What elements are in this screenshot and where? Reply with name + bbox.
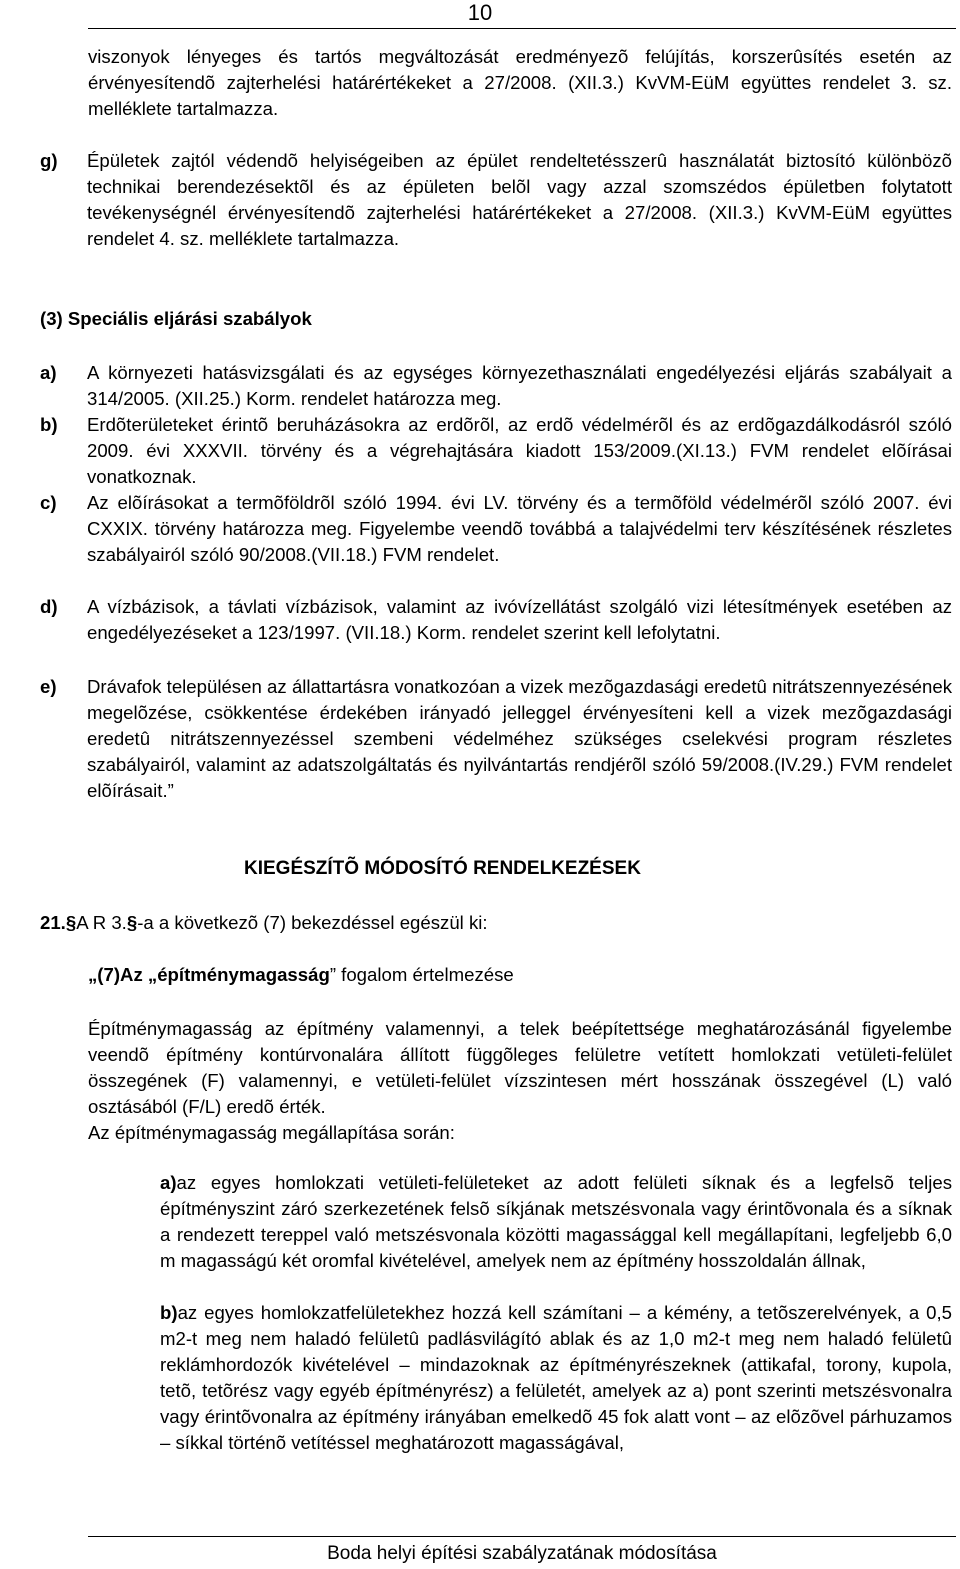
item-c-label: c) [40,492,57,513]
quote-heading [88,962,948,988]
item-g-label: g) [40,150,58,171]
item-g-text: Épületek zajtól védendõ helyiségeiben az épület rendeltetésszerû használatát biztosító különbözõ technikai berendezésektõl és az épületen belõl vagy azzal szomszédos épületben folytatott tevékenységnél érvényesítendõ zajterhelési határértékeket a 27/2008. (XII.3.) KvVM-EüM együttes rendelet 4. sz. melléklete tartalmazza. [87,150,952,249]
section3-item-b [40,412,952,490]
section21-ref: A R 3. [76,912,127,933]
section3-item-a [40,360,952,412]
intro-text: viszonyok lényeges és tartós megváltozását eredményezõ felújítás, korszerûsítés esetén az érvényesítendõ zajterhelési határértékeket a 27/2008. (XII.3.) KvVM-EüM együttes rendelet 3. sz. melléklete tartalmazza. [88,46,952,119]
item-d-text: A vízbázisok, a távlati vízbázisok, valamint az ivóvízellátást szolgáló vizi létesítmények esetében az engedélyezéseket a 123/1997. (VII.18.) Korm. rendelet szerint kell lefolytatni. [87,596,952,643]
section3-item-d [40,594,952,646]
section3-item-c [40,490,952,568]
quote-close: ” fogalom értelmezése [329,964,514,985]
item-a-text: A környezeti hatásvizsgálati és az egységes környezethasználati engedélyezési eljárás szabályait a 314/2005. (XII.25.) Korm. rendelet határozza meg. [87,362,952,409]
subitem-a [160,1170,952,1274]
subitem-a-label: a) [160,1172,177,1193]
definition-text: Építménymagasság az építmény valamennyi, a telek beépítettsége meghatározásánál figyelembe veendõ építmény kontúrvonalára állított függõleges felületre vetített homlokzati vetületi-felület összegének (F) valamennyi, e vetületi-felület vízszintesen mért hosszának összegével (L) való osztásából (F/L) eredõ érték. [88,1018,952,1117]
footer-text: Boda helyi építési szabályzatának módosítása [327,1543,717,1564]
section3-heading: (3) Speciális eljárási szabályok [40,308,312,329]
item-b-text: Erdõterületeket érintõ beruházásokra az erdõrõl, az erdõ védelmérõl és az erdõgazdálkodásról szóló 2009. évi XXXVII. törvény és a végrehajtására kiadott 153/2009.(XI.13.) FVM rendelet elõírásai vonatkoznak. [87,414,952,487]
item-b-label: b) [40,414,58,435]
defined-term: építménymagasság [157,964,330,985]
item-a-label: a) [40,362,57,383]
subitem-b-label: b) [160,1302,178,1323]
section-sign-icon: § [65,912,77,933]
item-d-label: d) [40,596,58,617]
subitem-b-text: az egyes homlokzatfelületekhez hozzá kell számítani – a kémény, a tetõszerelvények, a 0,5 m2-t meg nem haladó felületû padlásvilágító ablak és az 1,0 m2-t meg nem haladó felületû reklámhordozók kivételével – mindazoknak az építményrészeknek (attikafal, torony, kupola, tetõ, tetõrész vagy egyéb építményrész) a felületét, amelyek az a) pont szerinti metszésvonalra vagy érintõvonalra az építmény irányában emelkedõ 45 fok alatt vont – az elõzõvel párhuzamos – síkkal történõ vetítéssel meghatározott magasságával, [160,1302,952,1453]
subitem-a-text: az egyes homlokzati vetületi-felületeket az adott felületi síknak és a legfelsõ teljes építményszint záró szerkezetének felsõ síkjának metszésvonala vagy érintõvonala és a síknak a rendezett tereppel való metszésvonala közötti magassággal kell megállapítani, legfeljebb 6,0 m magasságú két oromfal kivételével, amelyek nem az építmény hosszoldalán állnak, [160,1172,952,1271]
item-e-label: e) [40,676,57,697]
supplementary-heading: KIEGÉSZÍTÕ MÓDOSÍTÓ RENDELKEZÉSEK [244,858,641,879]
quote-mid: Az „ [120,964,158,985]
method-intro: Az építménymagasság megállapítása során: [88,1122,455,1143]
section21-line [40,910,940,936]
page-number: 10 [467,0,493,25]
section-sign-icon: § [126,912,138,933]
section3-item-e [40,674,952,804]
item-e-text: Drávafok településen az állattartásra vonatkozóan a vizek mezõgazdasági eredetû nitrátszennyezésének megelõzése, csökkentése érdekében irányadó jelleggel érvényesíteni kell a vizek mezõgazdasági eredetû nitrátszennyezéssel szembeni védelméhez szükséges cselekvési program részletes szabályairól, valamint az adatszolgáltatás és nyilvántartás rendjérõl szóló 59/2008.(IV.29.) FVM rendelet elõírásait.” [87,676,952,801]
quote-open: „(7) [88,964,121,985]
subitem-b [160,1300,952,1456]
intro-paragraph [88,44,952,122]
definition-paragraph [88,1016,952,1146]
section21-number: 21. [40,912,66,933]
section21-text: -a a következõ (7) bekezdéssel egészül ki: [137,912,488,933]
item-c-text: Az elõírásokat a termõföldrõl szóló 1994. évi LV. törvény és a termõföld védelmérõl szóló 2007. évi CXXIX. törvény határozza meg. Figyelembe veendõ továbbá a talajvédelmi terv készítésének részletes szabályairól szóló 90/2008.(VII.18.) FVM rendelet. [87,492,952,565]
item-g [40,148,952,252]
header-rule [88,28,956,29]
footer-rule [88,1536,956,1537]
